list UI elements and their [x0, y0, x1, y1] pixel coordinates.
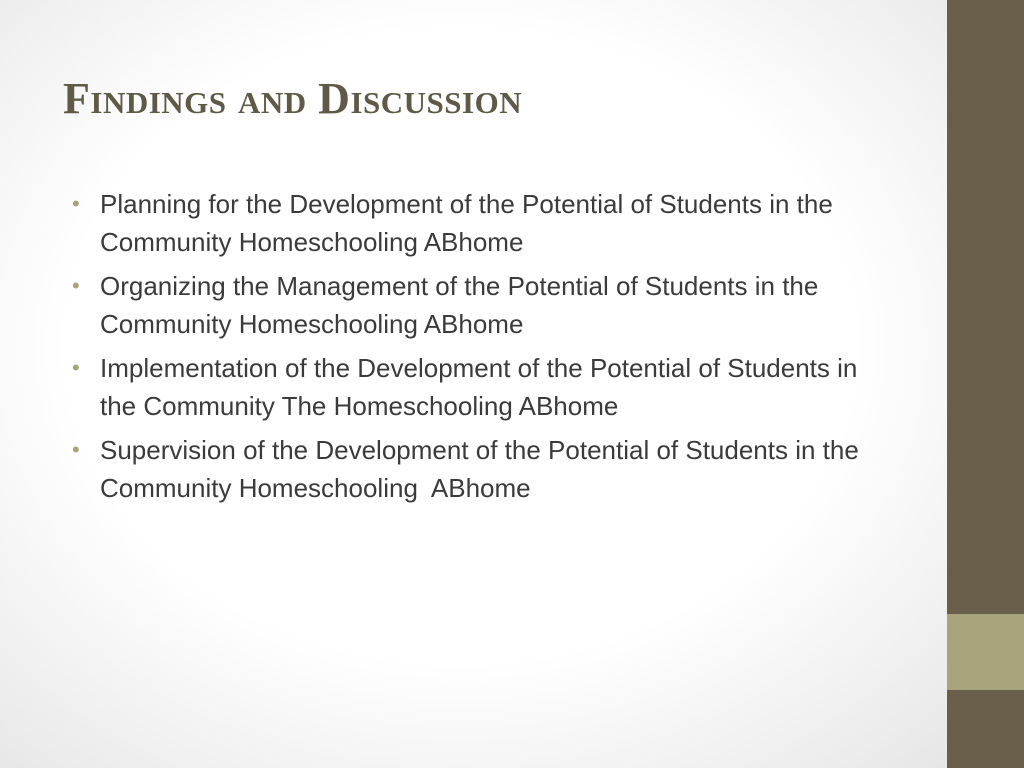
slide-title: Findings and Discussion [63, 74, 523, 123]
bullet-item [72, 349, 890, 425]
bullet-text: Implementation of the Development of the Potential of Students in the Community The Homeschooling ABhome [100, 353, 858, 421]
bullet-dot-icon: • [72, 437, 80, 462]
bullet-dot-icon: • [72, 273, 80, 298]
bullet-text: Planning for the Development of the Potential of Students in the Community Homeschooling ABhome [100, 189, 833, 257]
bullet-text: Supervision of the Development of the Potential of Students in the Community Homeschooling ABhome [100, 435, 867, 503]
bullet-dot-icon: • [72, 355, 80, 380]
bullet-text: Organizing the Management of the Potential of Students in the Community Homeschooling ABhome [100, 271, 819, 339]
bullet-list [72, 185, 890, 513]
bullet-item [72, 431, 890, 507]
bullet-dot-icon: • [72, 191, 80, 216]
bullet-item [72, 185, 890, 261]
bullet-item [72, 267, 890, 343]
side-bar-accent [947, 614, 1024, 690]
